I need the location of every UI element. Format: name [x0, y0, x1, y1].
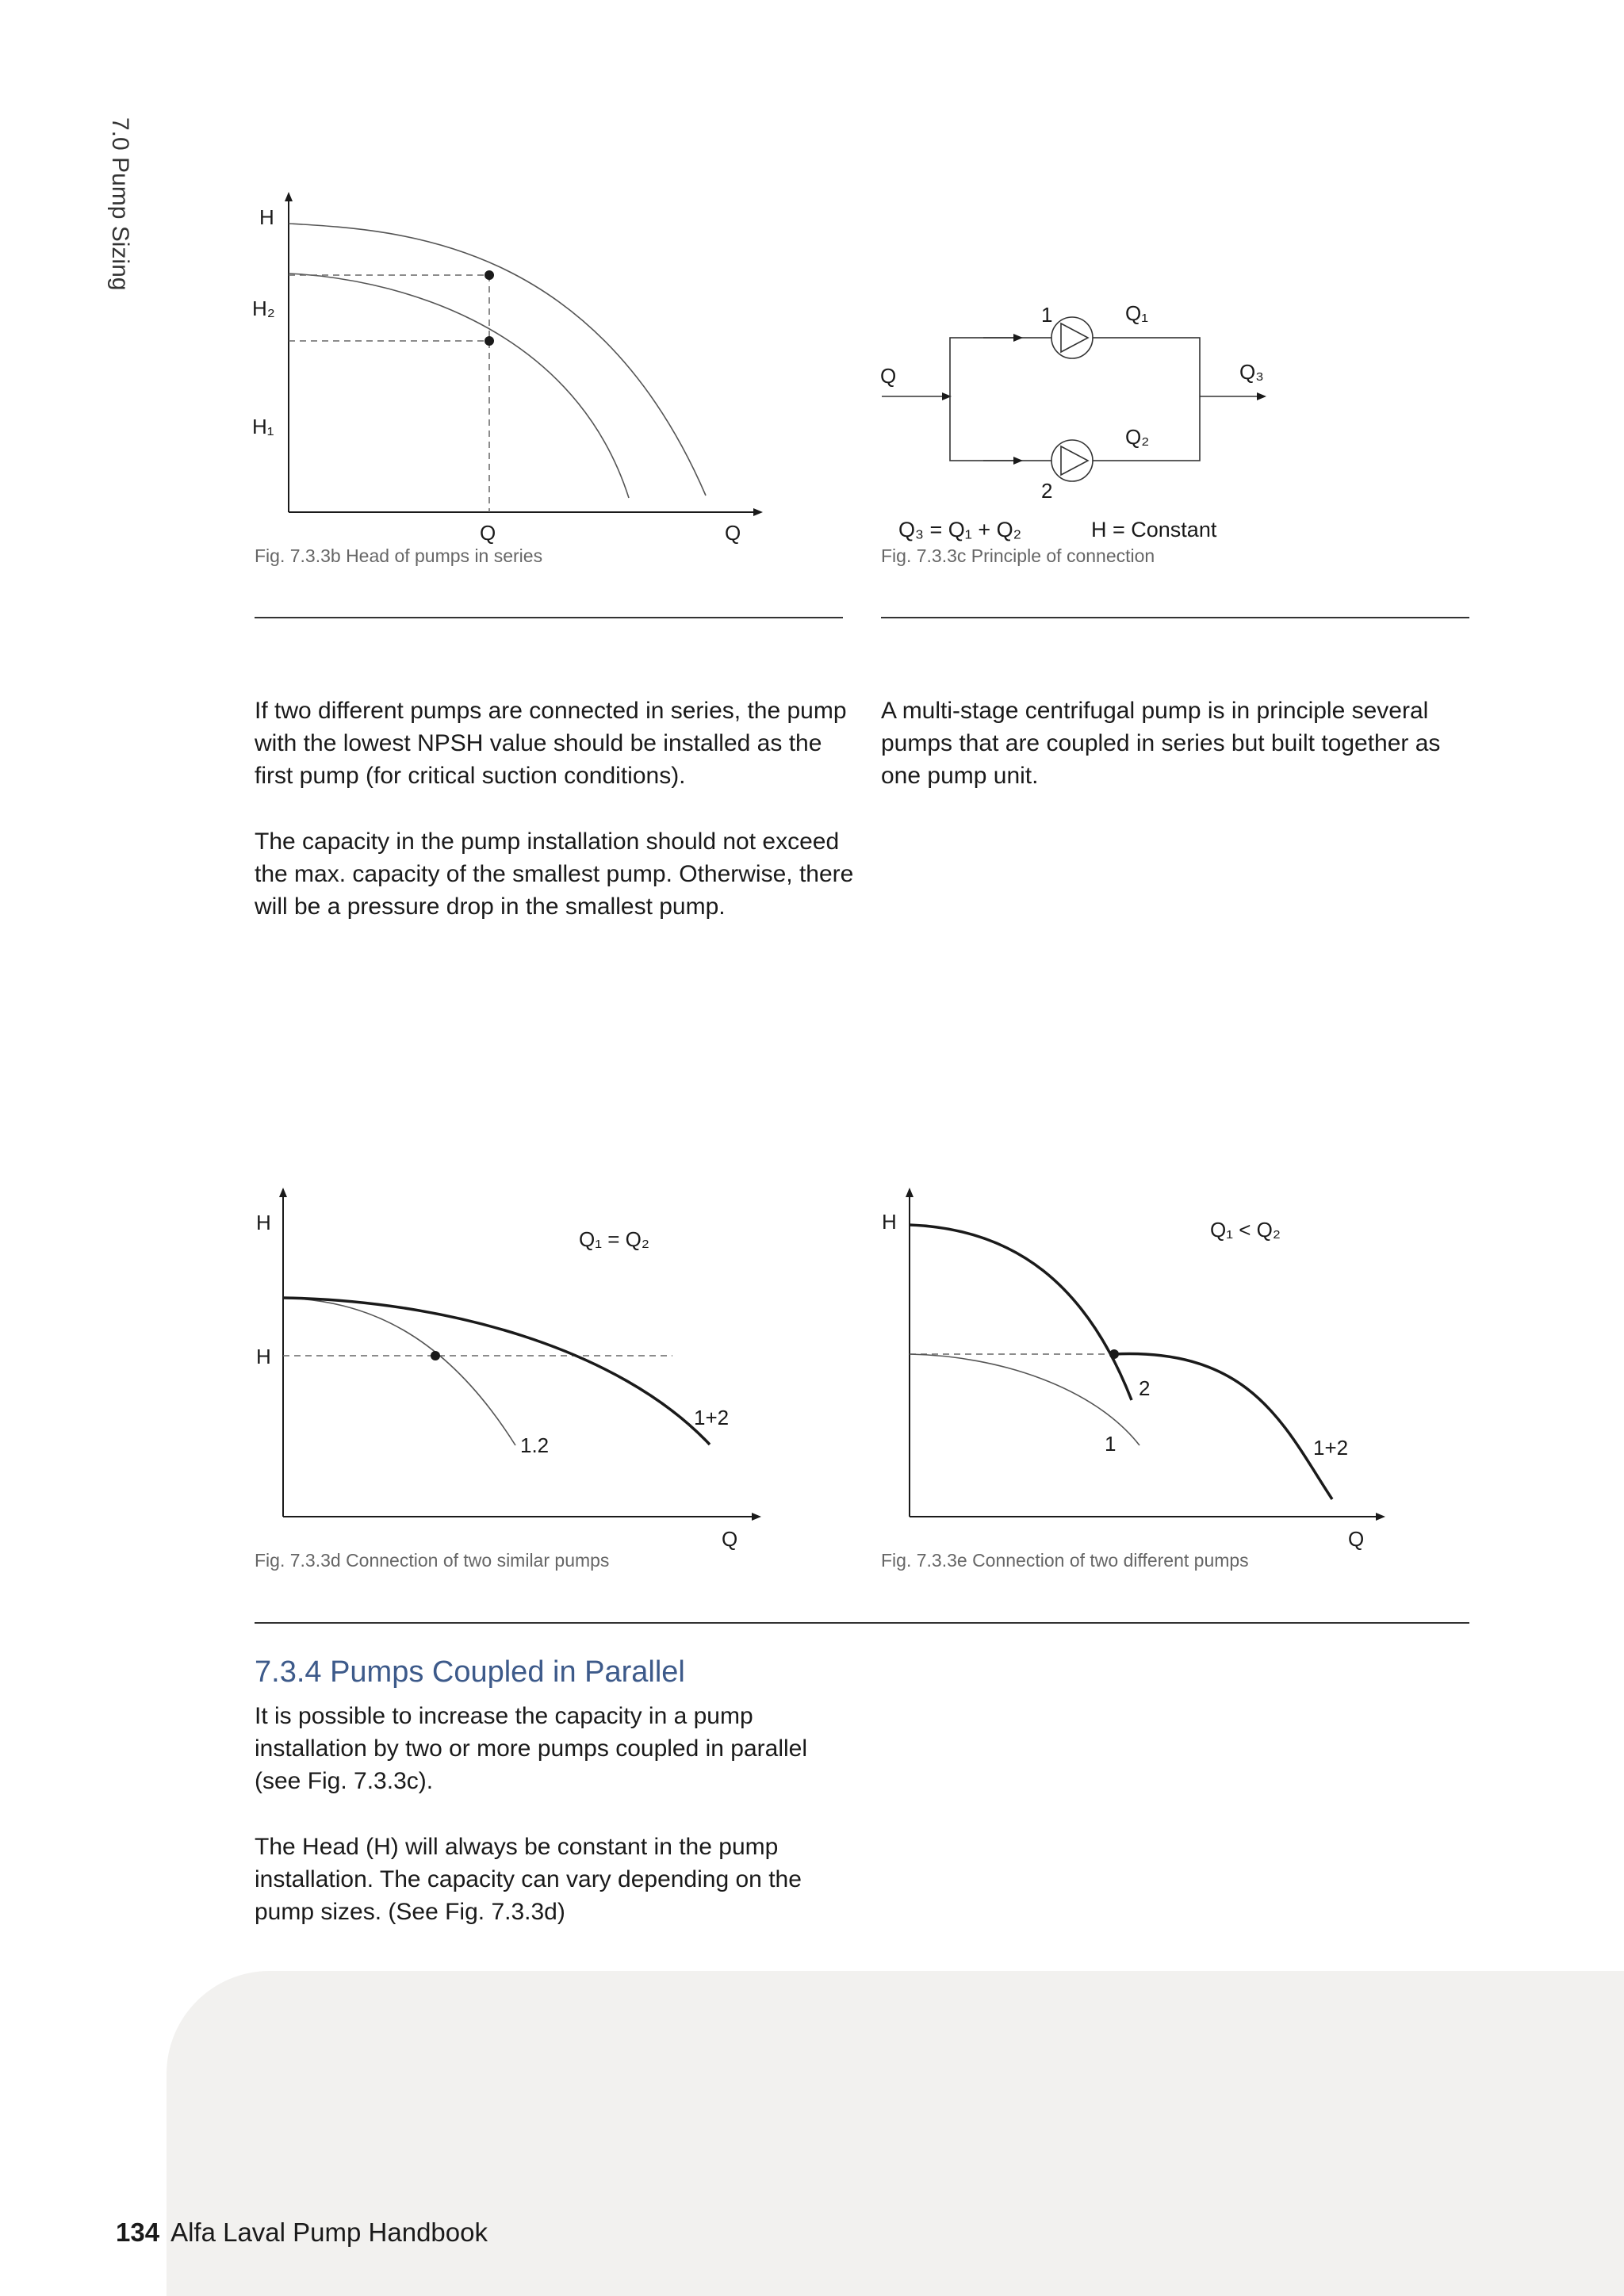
- figure-different-pumps: [872, 1173, 1427, 1562]
- label-pump-2: 2: [1139, 1376, 1151, 1400]
- constant-head: H = Constant: [1091, 518, 1217, 541]
- equation: Q₃ = Q₁ + Q₂: [898, 518, 1022, 541]
- label-q-axis: Q: [1348, 1527, 1365, 1551]
- divider-full: [255, 1622, 1469, 1624]
- label-combined: 1+2: [694, 1406, 730, 1429]
- label-h2: H₂: [252, 297, 275, 320]
- caption-fig-d: Fig. 7.3.3d Connection of two similar pumps: [255, 1550, 610, 1571]
- handbook-title: Alfa Laval Pump Handbook: [170, 2218, 488, 2247]
- label-h-level: H: [256, 1345, 271, 1368]
- label-q-mid: Q: [480, 521, 496, 545]
- divider-left: [255, 617, 843, 618]
- label-q1: Q₁: [1125, 301, 1148, 325]
- page-footer: [116, 2218, 488, 2248]
- combined-curve: [283, 1298, 710, 1445]
- page-number: 134: [116, 2218, 160, 2247]
- label-pump-2: 2: [1041, 479, 1053, 503]
- pump-1-symbol: [1051, 317, 1093, 358]
- paragraph-series-2: The capacity in the pump installation should not exceed the max. capacity of the smallest pump. Otherwise, there will be a pressure drop in the smallest pump.: [255, 828, 854, 920]
- caption-fig-b: Fig. 7.3.3b Head of pumps in series: [255, 545, 543, 566]
- label-h: H: [259, 205, 274, 229]
- label-h-axis: H: [256, 1211, 271, 1234]
- section-heading: 7.3.4 Pumps Coupled in Parallel: [255, 1655, 685, 1689]
- label-q3: Q₃: [1239, 360, 1264, 384]
- figure-parallel-connection: [872, 285, 1316, 547]
- operating-point-lower: [485, 336, 494, 346]
- label-h-axis: H: [882, 1210, 897, 1234]
- label-q-in: Q: [880, 364, 897, 388]
- paragraph-parallel-2: The Head (H) will always be constant in the pump installation. The capacity can vary depending on the pump sizes. (See Fig. 7.3.3d): [255, 1834, 802, 1925]
- paragraph-parallel-1: It is possible to increase the capacity in a pump installation by two or more pumps coupled in parallel (see Fig. 7.3.3c).: [255, 1703, 808, 1794]
- label-relation: Q₁ < Q₂: [1210, 1218, 1281, 1242]
- operating-point: [1109, 1349, 1119, 1359]
- single-pump-curve: [283, 1298, 515, 1445]
- label-pump-1: 1: [1105, 1432, 1116, 1456]
- label-q2: Q₂: [1125, 425, 1150, 449]
- label-combined: 1+2: [1313, 1436, 1349, 1460]
- paragraph-multistage: A multi-stage centrifugal pump is in principle several pumps that are coupled in series but built together as one pump unit.: [881, 698, 1441, 789]
- operating-point: [431, 1351, 440, 1360]
- figure-similar-pumps: [238, 1173, 793, 1562]
- section-side-tab: 7.0 Pump Sizing: [107, 117, 133, 291]
- label-q-axis: Q: [722, 1527, 738, 1551]
- label-single-pump: 1.2: [520, 1433, 550, 1457]
- series-curve-lower: [289, 274, 629, 498]
- label-q-axis: Q: [725, 521, 741, 545]
- caption-fig-c: Fig. 7.3.3c Principle of connection: [881, 545, 1155, 566]
- paragraph-series-1: If two different pumps are connected in series, the pump with the lowest NPSH value should be installed as the first pump (for critical suction conditions).: [255, 698, 847, 789]
- operating-point-upper: [485, 270, 494, 280]
- caption-fig-e: Fig. 7.3.3e Connection of two different pumps: [881, 1550, 1249, 1571]
- pump-2-curve: [910, 1225, 1132, 1400]
- series-curve-upper: [289, 224, 706, 496]
- label-relation: Q₁ = Q₂: [579, 1227, 649, 1251]
- pump-2-symbol: [1051, 440, 1093, 481]
- divider-right: [881, 617, 1469, 618]
- label-pump-1: 1: [1041, 303, 1053, 327]
- figure-head-series: [238, 182, 793, 547]
- label-h1: H₁: [252, 415, 274, 438]
